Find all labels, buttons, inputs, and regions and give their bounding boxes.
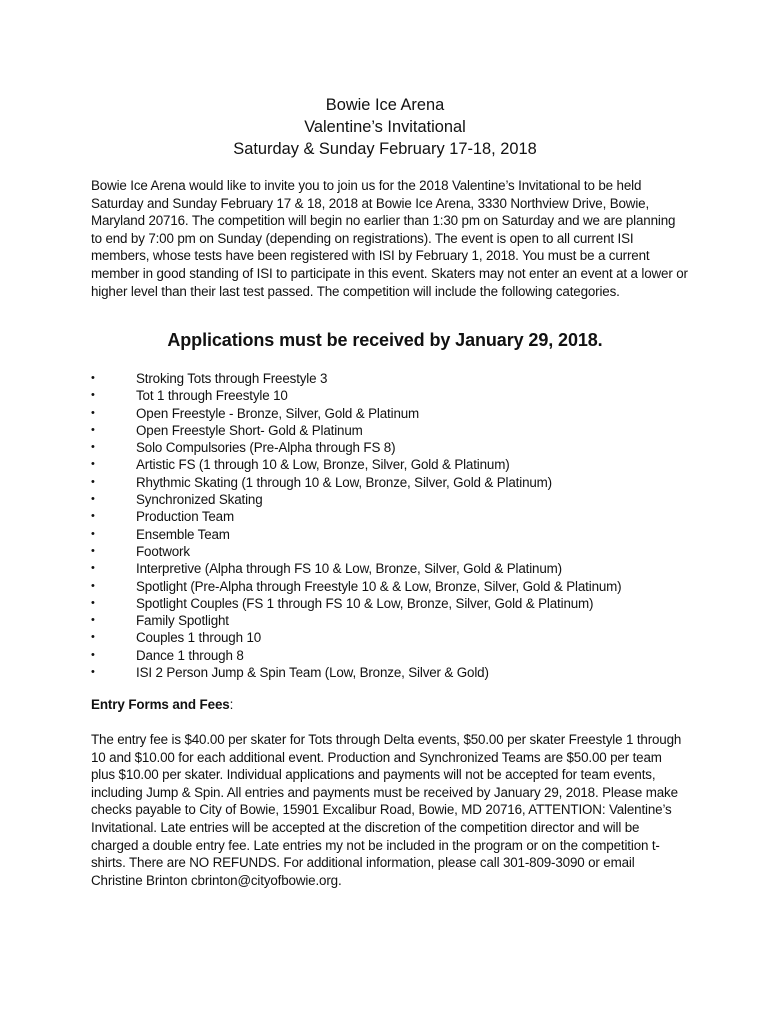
category-label: Stroking Tots through Freestyle 3 bbox=[136, 371, 328, 386]
category-item bbox=[0, 526, 770, 543]
category-item bbox=[0, 543, 770, 560]
category-item bbox=[0, 578, 770, 595]
category-item bbox=[0, 405, 770, 422]
bullet-icon: • bbox=[91, 544, 95, 557]
category-label: Interpretive (Alpha through FS 10 & Low, Bronze, Silver, Gold & Platinum) bbox=[136, 561, 562, 577]
document-title bbox=[0, 94, 770, 160]
bullet-icon: • bbox=[91, 406, 95, 419]
entry-heading-text: Entry Forms and Fees bbox=[91, 697, 230, 712]
bullet-icon: • bbox=[91, 441, 95, 454]
category-label: Open Freestyle - Bronze, Silver, Gold & Platinum bbox=[136, 405, 420, 421]
category-item bbox=[0, 387, 770, 404]
category-label: Open Freestyle Short- Gold & Platinum bbox=[136, 422, 363, 438]
category-item bbox=[0, 456, 770, 473]
category-label: Solo Compulsories (Pre-Alpha through FS 8) bbox=[136, 440, 396, 456]
bullet-icon: • bbox=[91, 475, 95, 488]
bullet-icon: • bbox=[91, 389, 95, 402]
category-item bbox=[0, 629, 770, 646]
bullet-icon: • bbox=[91, 614, 95, 627]
entry-section-heading bbox=[91, 696, 233, 714]
category-item bbox=[0, 422, 770, 439]
entry-fees-paragraph: The entry fee is $40.00 per skater for Tots through Delta events, $50.00 per skater Freestyle 1 through 10 and $10.00 for each additional event. Production and Synchronized Teams are $50.00 per team plus $10.00 per skater. Individual applications and payments will not be accepted for team events, including Jump & Spin. All entries and payments must be received by January 29, 2018. Please make checks payable to City of Bowie, 15901 Excalibur Road, Bowie, MD 20716, ATTENTION: Valentine’s Invitational. Late entries will be accepted at the discretion of the competition director and will be charged a double entry fee. Late entries my not be included in the program or on the competition t-shirts. There are NO REFUNDS. For additional information, please call 301-809-3090 or email Christine Brinton cbrinton@cityofbowie.org. bbox=[91, 732, 682, 888]
category-item bbox=[0, 491, 770, 508]
intro-paragraph: Bowie Ice Arena would like to invite you to join us for the 2018 Valentine’s Invitational to be held Saturday and Sunday February 17 & 18, 2018 at Bowie Ice Arena, 3330 Northview Drive, Bowie, Maryland 20716. The competition will begin no earlier than 1:30 pm on Saturday and we are planning to end by 7:00 pm on Sunday (depending on registrations). The event is open to all current ISI members, whose tests have been registered with ISI by February 1, 2018. You must be a current member in good standing of ISI to participate in this event. Skaters may not enter an event at a lower or higher level than their last test passed. The competition will include the following categories. bbox=[91, 178, 688, 299]
category-label: Spotlight Couples (FS 1 through FS 10 & Low, Bronze, Silver, Gold & Platinum) bbox=[136, 595, 594, 611]
category-label: Artistic FS (1 through 10 & Low, Bronze, Silver, Gold & Platinum) bbox=[136, 457, 510, 473]
bullet-icon: • bbox=[91, 527, 95, 540]
bullet-icon: • bbox=[91, 510, 95, 523]
bullet-icon: • bbox=[91, 648, 95, 661]
category-list bbox=[0, 370, 770, 681]
bullet-icon: • bbox=[91, 458, 95, 471]
bullet-icon: • bbox=[91, 666, 95, 679]
category-label: Family Spotlight bbox=[136, 613, 229, 629]
category-item bbox=[0, 474, 770, 491]
category-label: Spotlight (Pre-Alpha through Freestyle 10 & & Low, Bronze, Silver, Gold & Platinum) bbox=[136, 578, 622, 594]
category-label: Couples 1 through 10 bbox=[136, 630, 262, 646]
category-label: Footwork bbox=[136, 543, 190, 559]
category-label: Ensemble Team bbox=[136, 526, 230, 542]
title-venue: Bowie Ice Arena bbox=[325, 96, 445, 114]
category-item bbox=[0, 595, 770, 612]
category-item bbox=[0, 664, 770, 681]
title-dates: Saturday & Sunday February 17-18, 2018 bbox=[233, 140, 537, 158]
category-item bbox=[0, 647, 770, 664]
bullet-icon: • bbox=[91, 631, 95, 644]
category-label: Production Team bbox=[136, 509, 234, 525]
bullet-icon: • bbox=[91, 596, 95, 609]
bullet-icon: • bbox=[91, 562, 95, 575]
deadline-notice: Applications must be received by January 29, 2018. bbox=[167, 330, 603, 350]
category-label: ISI 2 Person Jump & Spin Team (Low, Bronze, Silver & Gold) bbox=[136, 665, 489, 681]
category-label: Dance 1 through 8 bbox=[136, 647, 244, 663]
category-item bbox=[0, 560, 770, 577]
category-item bbox=[0, 508, 770, 525]
entry-heading-colon: : bbox=[229, 697, 234, 712]
bullet-icon: • bbox=[91, 579, 95, 592]
bullet-icon: • bbox=[91, 493, 95, 506]
title-event: Valentine’s Invitational bbox=[304, 118, 466, 136]
category-item bbox=[0, 612, 770, 629]
category-label: Synchronized Skating bbox=[136, 492, 263, 508]
bullet-icon: • bbox=[91, 423, 95, 436]
category-label: Rhythmic Skating (1 through 10 & Low, Bronze, Silver, Gold & Platinum) bbox=[136, 474, 552, 490]
category-item bbox=[0, 370, 770, 387]
category-label: Tot 1 through Freestyle 10 bbox=[136, 388, 288, 404]
category-item bbox=[0, 439, 770, 456]
bullet-icon: • bbox=[91, 372, 95, 384]
